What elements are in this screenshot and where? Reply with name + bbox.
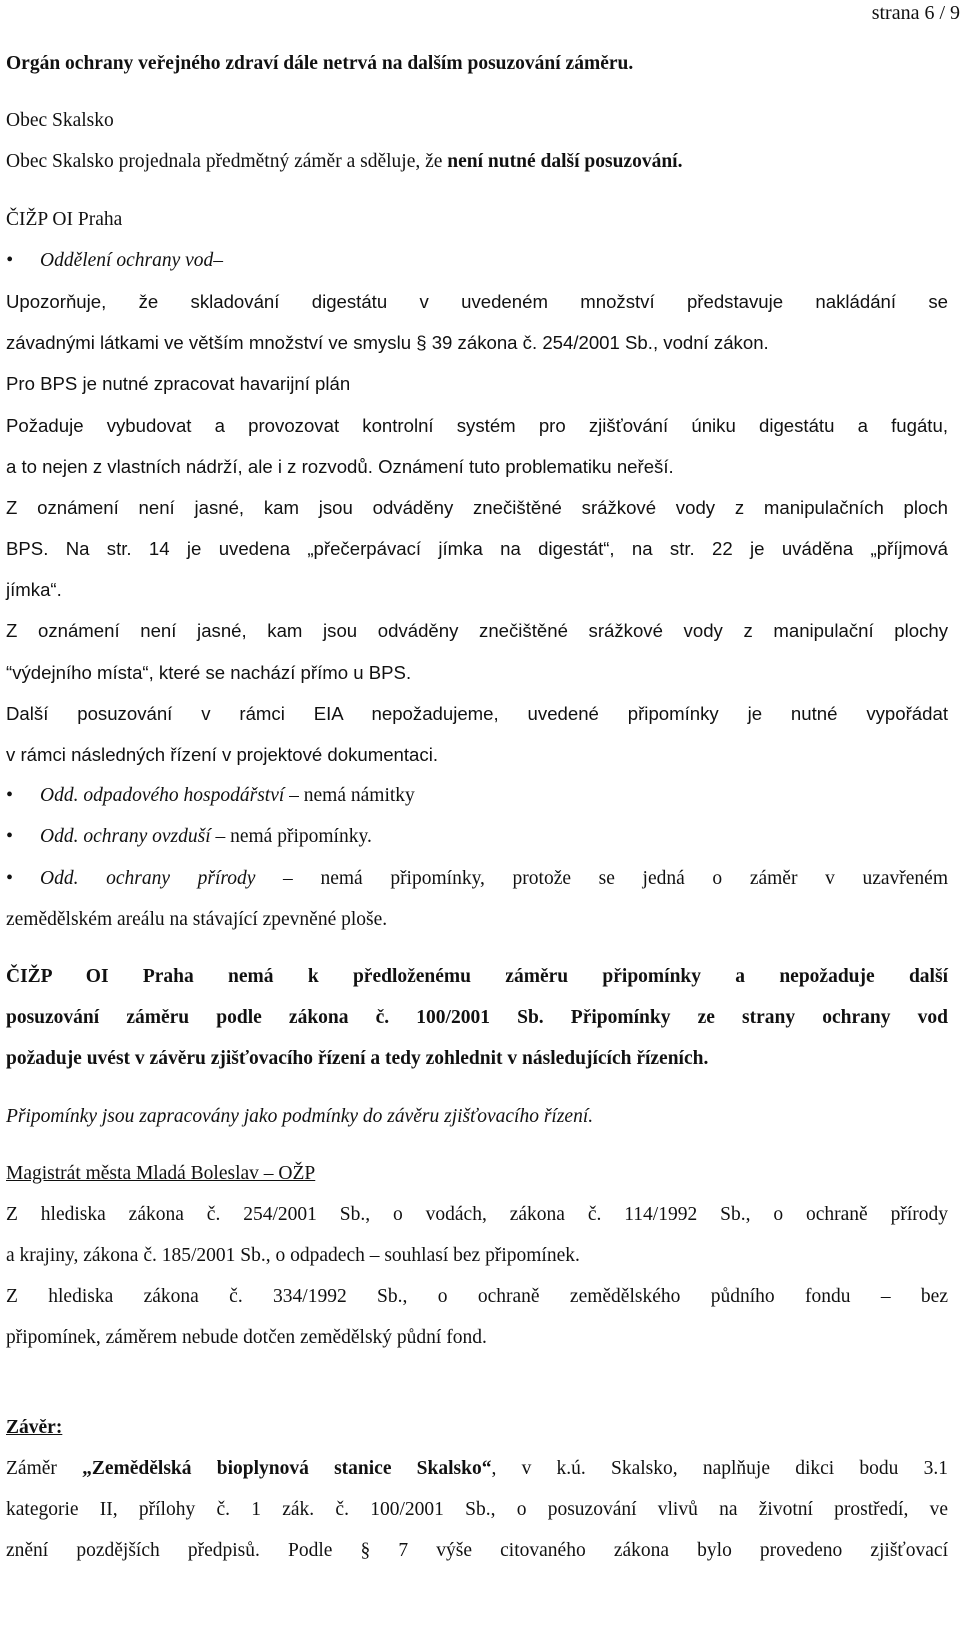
paragraph-obec-skalsko: Obec Skalsko projednala předmětný záměr a sděluje, že není nutné další posuzování. <box>6 151 683 173</box>
bullet-nature-protection: • Odd. ochrany přírody – nemá připomínky, protože se jedná o záměr v uzavřeném <box>6 858 948 899</box>
bullet-waste-management: • Odd. odpadového hospodářství – nemá námitky <box>6 775 948 816</box>
cizp-summary-line: požaduje uvést v závěru zjišťovacího řízení a tedy zohlednit v následujících řízeních. <box>6 1048 709 1070</box>
document-body <box>6 43 948 1571</box>
water-text-line: Pro BPS je nutné zpracovat havarijní plán <box>6 373 351 395</box>
water-text-line: Z oznámení není jasné, kam jsou odváděny znečištěné srážkové vody z manipulačních ploch <box>6 496 948 518</box>
water-text-line: v rámci následných řízení v projektové dokumentaci. <box>6 744 438 765</box>
cizp-note: Připomínky jsou zapracovány jako podmínky do závěru zjišťovacího řízení. <box>6 1105 594 1127</box>
water-text-line: BPS. Na str. 14 je uvedena „přečerpávací jímka na digestát“, na str. 22 je uváděna „příjmová <box>6 538 948 560</box>
page-number: strana 6 / 9 <box>871 2 960 24</box>
zaver-text-line: kategorie II, přílohy č. 1 zák. č. 100/2001 Sb., o posuzování vlivů na životní prostředí, ve <box>6 1499 948 1520</box>
cizp-summary-line: posuzování záměru podle zákona č. 100/2001 Sb. Připomínky ze strany ochrany vod <box>6 1007 948 1029</box>
magistrat-text-line: Z hlediska zákona č. 334/1992 Sb., o ochraně zemědělského půdního fondu – bez <box>6 1286 948 1308</box>
zaver-text-line: znění pozdějších předpisů. Podle § 7 výše citovaného zákona bylo provedeno zjišťovací <box>6 1540 948 1562</box>
water-text-line: Požaduje vybudovat a provozovat kontrolní systém pro zjišťování úniku digestátu a fugátu, <box>6 414 948 436</box>
nature-text-line: zemědělském areálu na stávající zpevněné ploše. <box>6 908 388 930</box>
water-text-line: Další posuzování v rámci EIA nepožadujeme, uvedené připomínky je nutné vypořádat <box>6 702 948 724</box>
bullet-air-protection: • Odd. ochrany ovzduší – nemá připomínky. <box>6 816 948 857</box>
heading-cizp: ČIŽP OI Praha <box>6 208 123 230</box>
paragraph-health-conclusion: Orgán ochrany veřejného zdraví dále netrvá na dalším posuzování záměru. <box>6 53 634 74</box>
zaver-text-line: Záměr „Zemědělská bioplynová stanice Skalsko“, v k.ú. Skalsko, naplňuje dikci bodu 3.1 <box>6 1457 948 1479</box>
bullet-icon: • <box>6 825 14 848</box>
bullet-icon: • <box>6 866 14 889</box>
bullet-icon: • <box>6 248 14 271</box>
water-text-line: jímka“. <box>6 579 62 601</box>
bullet-icon: • <box>6 784 14 807</box>
water-text-line: “výdejního místa“, které se nachází přímo u BPS. <box>6 661 412 683</box>
heading-zaver: Závěr: <box>6 1416 63 1438</box>
bullet-water-protection: • Oddělení ochrany vod– <box>6 240 948 281</box>
magistrat-text-line: Z hlediska zákona č. 254/2001 Sb., o vodách, zákona č. 114/1992 Sb., o ochraně přírody <box>6 1203 948 1225</box>
cizp-summary-line: ČIŽP OI Praha nemá k předloženému záměru připomínky a nepožaduje další <box>6 965 948 987</box>
water-text-line: Upozorňuje, že skladování digestátu v uvedeném množství představuje nakládání se <box>6 290 948 312</box>
magistrat-text-line: a krajiny, zákona č. 185/2001 Sb., o odpadech – souhlasí bez připomínek. <box>6 1245 580 1267</box>
heading-magistrat: Magistrát města Mladá Boleslav – OŽP <box>6 1162 316 1184</box>
magistrat-text-line: připomínek, záměrem nebude dotčen zemědělský půdní fond. <box>6 1327 487 1349</box>
water-text-line: závadnými látkami ve větším množství ve smyslu § 39 zákona č. 254/2001 Sb., vodní zákon. <box>6 332 769 354</box>
heading-obec-skalsko: Obec Skalsko <box>6 110 114 132</box>
water-text-line: Z oznámení není jasné, kam jsou odváděny znečištěné srážkové vody z manipulační plochy <box>6 620 948 642</box>
water-text-line: a to nejen z vlastních nádrží, ale i z rozvodů. Oznámení tuto problematiku neřeší. <box>6 455 674 477</box>
